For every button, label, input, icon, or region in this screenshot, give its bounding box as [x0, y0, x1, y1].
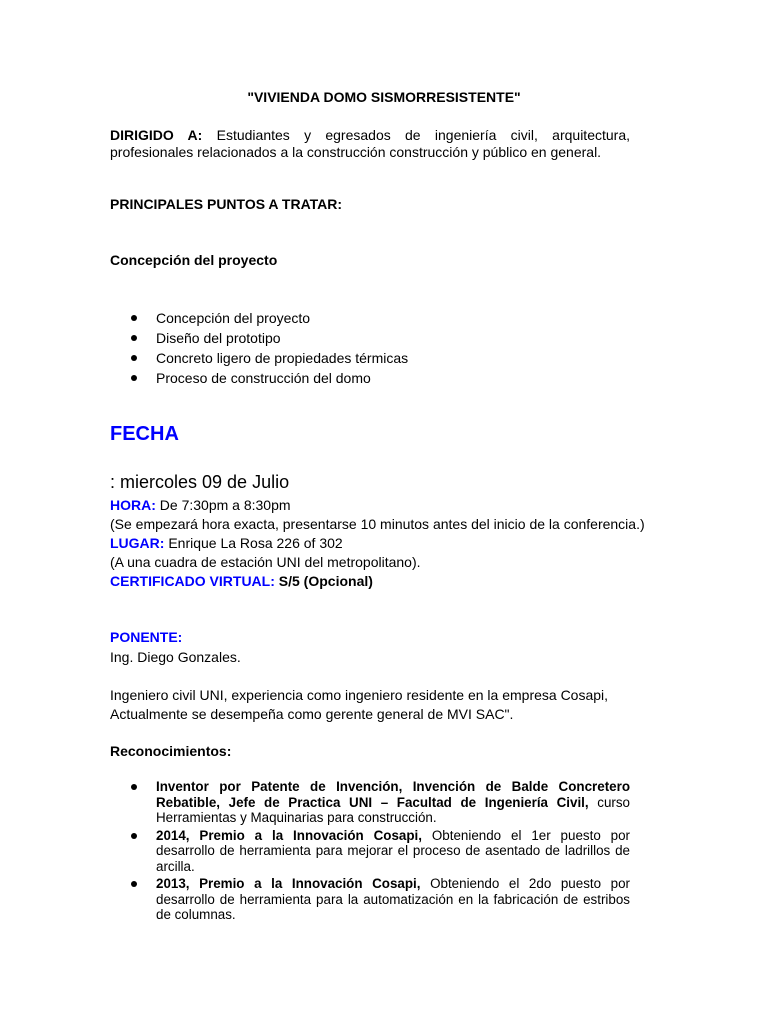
- bullet-icon: [131, 881, 137, 887]
- bullet-icon: [131, 355, 137, 361]
- ponente-bio-line1: Ingeniero civil UNI, experiencia como ingeniero residente en la empresa Cosapi,: [110, 687, 609, 703]
- concepcion-heading: Concepción del proyecto: [110, 252, 278, 268]
- dirigido-text: Estudiantes y egresados de ingeniería civil, arquitectura, profesionales relacionados a la construcción construcción y público en general.: [110, 127, 630, 160]
- fecha-value: : miercoles 09 de Julio: [110, 472, 290, 492]
- reconocimientos-heading: Reconocimientos:: [110, 743, 232, 759]
- lugar-note: (A una cuadra de estación UNI del metropolitano).: [110, 554, 421, 570]
- bullet-icon: [131, 315, 137, 321]
- ponente-name: Ing. Diego Gonzales.: [110, 649, 241, 665]
- reconocimientos-list: [110, 779, 630, 925]
- list-item: Diseño del prototipo: [110, 328, 630, 348]
- dirigido-label: DIRIGIDO A:: [110, 127, 203, 143]
- dirigido-paragraph: [110, 127, 630, 161]
- puntos-list: [110, 308, 630, 388]
- list-item: Proceso de construcción del domo: [110, 368, 630, 388]
- hora-note: (Se empezará hora exacta, presentarse 10 minutos antes del inicio de la conferencia.): [110, 516, 645, 532]
- list-item: Concreto ligero de propiedades térmicas: [110, 348, 630, 368]
- list-item: Concepción del proyecto: [110, 308, 630, 328]
- hora-value: De 7:30pm a 8:30pm: [155, 497, 291, 513]
- certificado-label: CERTIFICADO VIRTUAL:: [110, 573, 275, 589]
- principales-heading: PRINCIPALES PUNTOS A TRATAR:: [110, 196, 343, 212]
- certificado-line: [110, 573, 630, 590]
- fecha-heading: FECHA: [110, 423, 179, 445]
- list-item: 2014, Premio a la Innovación Cosapi, Obteniendo el 1er puesto por desarrollo de herramienta para mejorar el proceso de asentado de ladrillos de arcilla.: [110, 828, 630, 875]
- certificado-value: S/5 (Opcional): [274, 573, 373, 589]
- list-item: Inventor por Patente de Invención, Invención de Balde Concretero Rebatible, Jefe de Practica UNI – Facultad de Ingeniería Civil, curso Herramientas y Maquinarias para construcción.: [110, 779, 630, 826]
- lugar-label: LUGAR:: [110, 535, 165, 551]
- document-title: "VIVIENDA DOMO SISMORRESISTENTE": [247, 89, 521, 105]
- bullet-icon: [131, 335, 137, 341]
- bullet-icon: [131, 784, 137, 790]
- bullet-icon: [131, 375, 137, 381]
- bullet-icon: [131, 833, 137, 839]
- lugar-value: Enrique La Rosa 226 of 302: [164, 535, 343, 551]
- ponente-bio-line2: Actualmente se desempeña como gerente general de MVI SAC".: [110, 706, 514, 722]
- ponente-label: PONENTE:: [110, 629, 183, 645]
- lugar-line: [110, 535, 630, 552]
- hora-line: [110, 497, 630, 514]
- list-item: 2013, Premio a la Innovación Cosapi, Obteniendo el 2do puesto por desarrollo de herramienta para la automatización en la fabricación de estribos de columnas.: [110, 876, 630, 923]
- hora-label: HORA:: [110, 497, 156, 513]
